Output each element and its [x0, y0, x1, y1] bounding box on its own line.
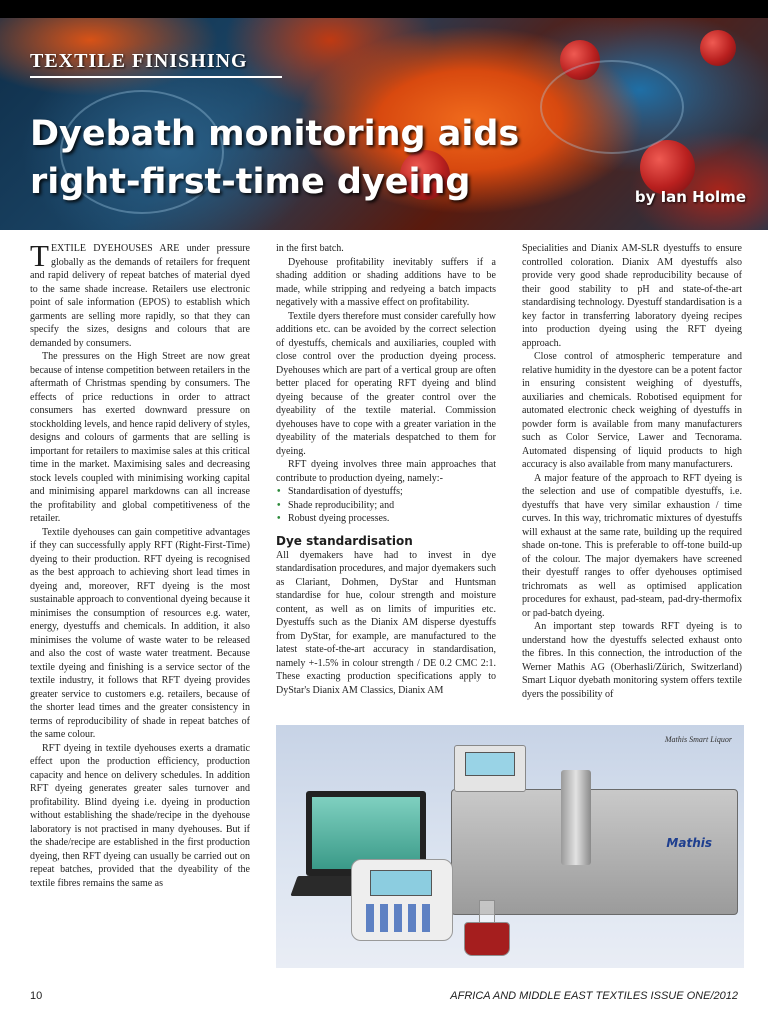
text-column-3 — [522, 242, 742, 712]
paragraph: All dyemakers have had to invest in dye standardisation procedures, and major dyemakers such as Clariant, Dohmen, DyStar and Huntsman standardise for hue, colour strength and moisture content, as well as on limits of impurities etc. Dyestuffs such as the Dianix AM disperse dyestuffs from DyStar, for example, are manufactured to the latest state-of-the-art accuracy in standardisation, namely +-1.5% in colour strength / DE 0.2 CMC 2:1. These exacting production specifications apply to DyStar's Dianix AM Classics, Dianix AM — [276, 549, 496, 696]
title-line: right-first-time dyeing — [30, 162, 471, 202]
paragraph: The pressures on the High Street are now great because of intense competition between retailers in the aftermath of Christmas spending by consumers. The effects of price reductions in order to attract consumers has exerted downward pressure on stockholding levels, and hence rapid delivery of styles, designs and colours of garments that are selling is important for retailers to maximise sales at this critical time in the market. Maximising sales and decreasing stock levels coupled with minimising working capital and minimising apparel markdowns can all increase the profitability and global competitiveness of the retailer. — [30, 351, 250, 524]
paragraph: Dyehouse profitability inevitably suffers if a shading addition or shading additions have to be made, while stripping and redyeing a batch impacts negatively with a massive effect on profitability. — [276, 256, 496, 308]
monitor-unit — [454, 745, 526, 792]
paragraph: An important step towards RFT dyeing is to understand how the dyestuffs selected exhaust onto the fibres. In this connection, the introduction of the Werner Mathis AG (Oberhasli/Zürich, Switzerland) Smart Liquor dyebath monitoring system offers textile dyers the possibility of — [522, 621, 742, 700]
dyeing-machine — [451, 789, 738, 915]
bullet-list — [276, 485, 496, 526]
section-label: TEXTILE FINISHING — [30, 50, 248, 72]
machine-logo: Mathis — [666, 836, 712, 850]
paragraph: A major feature of the approach to RFT dyeing is the selection and use of compatible dyestuffs, i.e. dyestuffs that have very similar exhaustion / time curves. In this way, trichromatic mixtures of dyestuffs will exhaust at the same rate, building up the required shade on-tone. This is preferable to off-tone build-up of the colour. The major dyemakers have screened their dyestuff ranges to offer dyehouses optimised trichromats as well as optimised application procedures for exhaust, pad-steam, pad-dry-thermofix or pad-batch dyeing. — [522, 472, 742, 619]
paragraph: in the first batch. — [276, 243, 344, 254]
text-column-1 — [30, 242, 250, 962]
flask-liquid — [464, 922, 510, 956]
flask-icon — [464, 900, 508, 956]
paragraph: Close control of atmospheric temperature and relative humidity in the dyestore can be a potent factor in ensuring consistent weighing of dyestuffs, auxiliaries and chemicals. Robotised equipment for automated electronic check weighing of dyestuffs in powder form is available from many manufacturers such as Color Service, Lawer and Tecnorama. Automated dispensing of liquid products to high accuracy is also available from many manufacturers. — [522, 351, 742, 470]
list-item: • Shade reproducibility; and — [288, 499, 496, 513]
paragraph: Textile dyers therefore must consider carefully how additions etc. can be avoided by the correct selection of dyestuffs, chemicals and auxiliaries, coupled with close control over the production dyeing process. Dyehouses which are part of a vertical group are often better placed for operating RFT dyeing and blind dyeing because of the greater control over the dyeability of the textile material. Commission dyehouses have to cope with a greater variation in the dyeability of the materials despatched to them for dyeing. — [276, 310, 496, 457]
pump-column — [561, 770, 591, 865]
monitor-display — [465, 752, 515, 776]
paragraph — [30, 242, 250, 350]
hero-decor — [700, 30, 736, 66]
controller-keypad — [366, 904, 436, 932]
subheading: Dye standardisation — [276, 533, 413, 548]
byline: by Ian Holme — [634, 188, 746, 206]
product-photo — [276, 725, 744, 968]
handheld-controller — [351, 859, 453, 941]
publication-name: AFRICA AND MIDDLE EAST TEXTILES ISSUE ONE/2012 — [450, 990, 738, 1002]
title-line: Dyebath monitoring aids — [30, 114, 520, 154]
section-rule — [30, 76, 282, 78]
page-number: 10 — [30, 990, 43, 1002]
text-column-2 — [276, 242, 496, 712]
list-item: • Standardisation of dyestuffs; — [288, 485, 496, 499]
hero-banner — [0, 0, 768, 230]
drop-cap: T — [30, 242, 49, 273]
paragraph: Specialities and Dianix AM-SLR dyestuffs to ensure controlled coloration. Dianix AM dyestuffs also provide very good shade reproducibility because of their good stability to pH and state-of-the-art standardising technology. Dyestuff standardisation is a key factor in transferring laboratory dyeing recipes into production dyeing using the RFT dyeing approach. — [522, 243, 742, 349]
paragraph-text: EXTILE DYEHOUSES ARE under pressure globally as the demands of retailers for frequent and rapid delivery of repeat batches of material dyed to the same shade increase. Retailers use electronic point of sale information (EPOS) to establish which garments are selling more rapidly, so that they can specify the sizes, designs and colours that are demanded by consumers. — [30, 243, 250, 349]
paragraph: RFT dyeing in textile dyehouses exerts a dramatic effect upon the production efficiency, production capacity and hence on delivery schedules. In addition RFT dyeing generates greater sales turnover and profitability. Blind dyeing i.e. dyeing in production without establishing the shade/recipe in the dyehouse laboratory is not practised in many dyehouses. But if the shade/recipe are established in the first production dyeing, then RFT dyeing can usually be carried out on repeat batches, provided that the dyeability of the textile fibres remains the same as — [30, 742, 250, 889]
article-title — [30, 110, 650, 206]
photo-caption: Mathis Smart Liquor — [664, 735, 732, 744]
paragraph: Textile dyehouses can gain competitive advantages if they can successfully apply RFT (Right-First-Time) dyeing to their production. RFT dyeing is recognised as the best approach to achieving short lead times in dyeing and, moreover, RFT dyeing is the most sustainable approach to conventional dyeing because it minimises the consumption of resources e.g. water, energy, dyestuffs and chemicals. In addition, it also minimises the volume of waste water to be released and also the cost of waste water treatment. Because textile dyeing and finishing is a service sector of the textile industry, it follows that RFT dyeing provides greater service to customers e.g. retailers, because of the shorter lead times and the greater consistency in terms of reproducibility of shade in repeat batches of the same colour. — [30, 526, 250, 740]
top-bar — [0, 0, 768, 18]
controller-display — [370, 870, 432, 896]
list-item: • Robust dyeing processes. — [288, 512, 496, 526]
paragraph: RFT dyeing involves three main approaches that contribute to production dyeing, namely:- — [276, 459, 496, 484]
